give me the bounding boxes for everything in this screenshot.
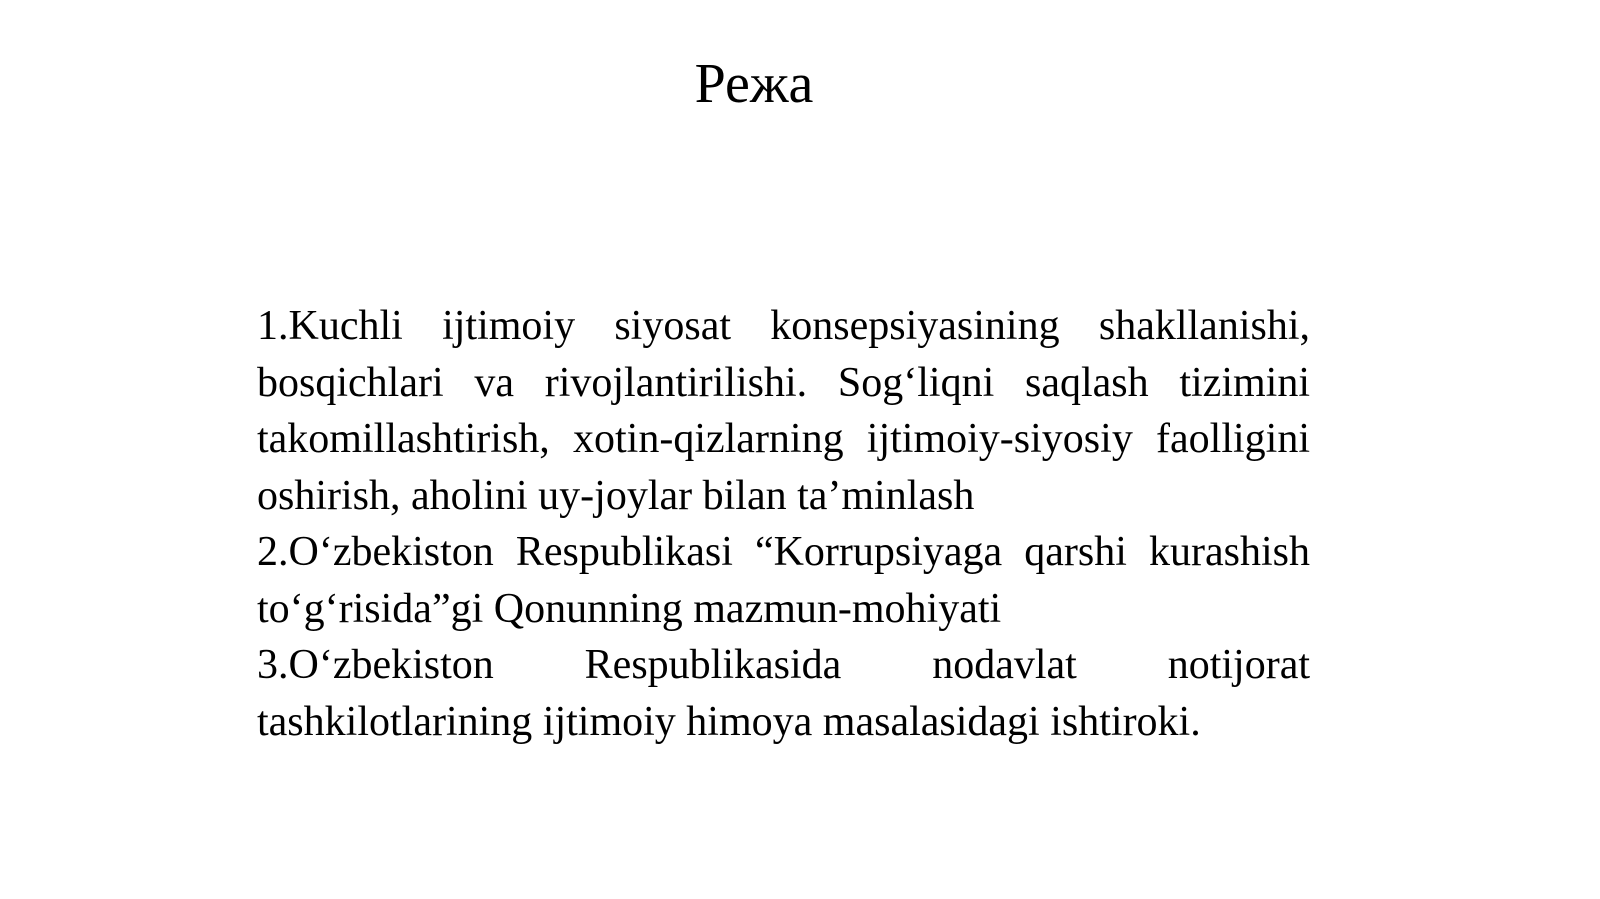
plan-item-1: 1.Kuchli ijtimoiy siyosat konsepsiyasining shakllanishi, bosqichlari va rivojlantirilishi. Sog‘liqni saqlash tizimini takomillashtirish, xotin-qizlarning ijtimoiy-siyosiy faolligini oshirish, aholini uy-joylar bilan ta’minlash	[257, 303, 1310, 519]
plan-list	[257, 298, 1310, 750]
plan-item-2: 2.O‘zbekiston Respublikasi “Korrupsiyaga qarshi kurashish to‘g‘risida”gi Qonunning mazmun-mohiyati	[257, 529, 1310, 632]
slide-title: Режа	[694, 53, 814, 115]
plan-item-3: 3.O‘zbekiston Respublikasida nodavlat notijorat tashkilotlarining ijtimoiy himoya masalasidagi ishtiroki.	[257, 642, 1310, 745]
